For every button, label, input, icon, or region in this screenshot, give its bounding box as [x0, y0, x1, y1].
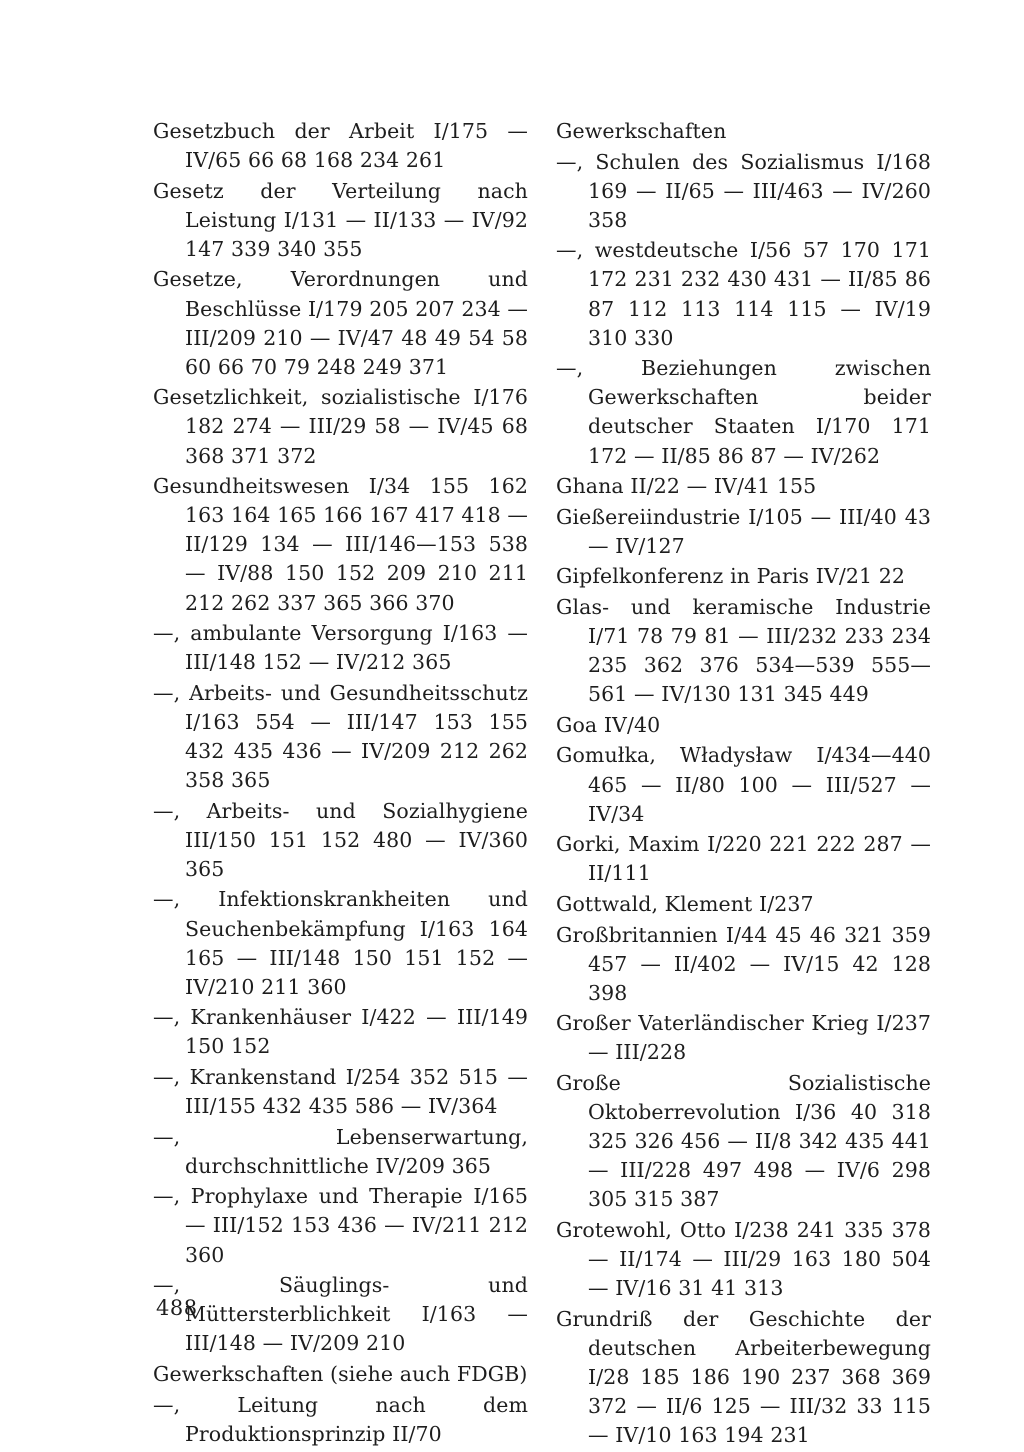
- index-entry: —, ambulante Versorgung I/163 — III/148 152 — IV/212 365: [153, 621, 528, 675]
- index-entry: Gesundheitswesen I/34 155 162 163 164 165 166 167 417 418 — II/129 134 — III/146—153 538 — IV/88 150 152 209 210 211 212 262 337 365 366 370: [153, 474, 528, 615]
- index-entry: Gesetzlichkeit, sozialistische I/176 182 274 — III/29 58 — IV/45 68 368 371 372: [153, 385, 528, 468]
- index-entry: —, Prophylaxe und Therapie I/165 — III/152 153 436 — IV/211 212 360: [153, 1184, 528, 1267]
- index-entry: Gießereiindustrie I/105 — III/40 43 — IV/127: [556, 504, 931, 558]
- index-entry: Ghana II/22 — IV/41 155: [556, 474, 817, 499]
- index-entry: Gewerkschaften (siehe auch FDGB): [153, 1361, 528, 1386]
- index-entry: Großbritannien I/44 45 46 321 359 457 — II/402 — IV/15 42 128 398: [556, 922, 931, 1005]
- index-entry: —, Schulen des Sozialismus I/168 169 — II/65 — III/463 — IV/260 358: [556, 149, 931, 232]
- page-number: 488: [156, 1296, 198, 1320]
- index-entry: —, Leitung nach dem Produktionsprinzip II/70: [153, 1392, 528, 1446]
- index-entry: Große Sozialistische Oktoberrevolution I/36 40 318 325 326 456 — II/8 342 435 441 — III/228 497 498 — IV/6 298 305 315 387: [556, 1071, 931, 1212]
- index-entry: Gomułka, Władysław I/434—440 465 — II/80 100 — III/527 — IV/34: [556, 743, 931, 826]
- index-entry: —, Infektionskrankheiten und Seuchenbekämpfung I/163 164 165 — III/148 150 151 152 — IV/210 211 360: [153, 887, 528, 999]
- index-entry: Gipfelkonferenz in Paris IV/21 22: [556, 564, 906, 589]
- index-entry: Gottwald, Klement I/237: [556, 891, 814, 916]
- index-entry: Großer Vaterländischer Krieg I/237 — III/228: [556, 1011, 931, 1065]
- index-entry: Gesetzbuch der Arbeit I/175 — IV/65 66 68 168 234 261: [153, 119, 528, 173]
- index-entry: —, Lebenserwartung, durchschnittliche IV/209 365: [153, 1124, 528, 1178]
- index-entry: Goa IV/40: [556, 712, 661, 737]
- index-entry: —, westdeutsche I/56 57 170 171 172 231 232 430 431 — II/85 86 87 112 113 114 115 — IV/19 310 330: [556, 238, 931, 350]
- index-entry: Gorki, Maxim I/220 221 222 287 — II/111: [556, 832, 931, 886]
- index-entry: Gesetze, Verordnungen und Beschlüsse I/179 205 207 234 — III/209 210 — IV/47 48 49 54 58 60 66 70 79 248 249 371: [153, 267, 528, 379]
- index-entry: Grundriß der Geschichte der deutschen Arbeiterbewegung I/28 185 186 190 237 368 369 372 — II/6 125 — III/32 33 115 — IV/10 163 194 231: [556, 1306, 931, 1448]
- index-entry: —, Beziehungen zwischen Gewerkschaften beider deutscher Staaten I/170 171 172 — II/85 86 87 — IV/262: [556, 356, 931, 468]
- index-entry: Gewerkschaften: [556, 119, 727, 143]
- index-entry: Glas- und keramische Industrie I/71 78 79 81 — III/232 233 234 235 362 376 534—539 555—561 — IV/130 131 345 449: [556, 595, 931, 707]
- index-entry: —, Arbeits- und Gesundheitsschutz I/163 554 — III/147 153 155 432 435 436 — IV/209 212 262 358 365: [153, 680, 528, 793]
- index-entry: —, Arbeits- und Sozialhygiene III/150 151 152 480 — IV/360 365: [153, 798, 528, 881]
- index-entry: —, Krankenstand I/254 352 515 — III/155 432 435 586 — IV/364: [153, 1065, 528, 1119]
- index-column-right: [556, 117, 931, 1452]
- index-entry: —, Säuglings- und Müttersterblichkeit I/163 — III/148 — IV/209 210: [153, 1273, 528, 1356]
- index-entry: Gesetz der Verteilung nach Leistung I/131 — II/133 — IV/92 147 339 340 355: [153, 178, 528, 261]
- index-column-left: [153, 117, 528, 1450]
- index-entry: —, Krankenhäuser I/422 — III/149 150 152: [153, 1005, 528, 1059]
- index-entry: Grotewohl, Otto I/238 241 335 378 — II/174 — III/29 163 180 504 — IV/16 31 41 313: [556, 1217, 931, 1301]
